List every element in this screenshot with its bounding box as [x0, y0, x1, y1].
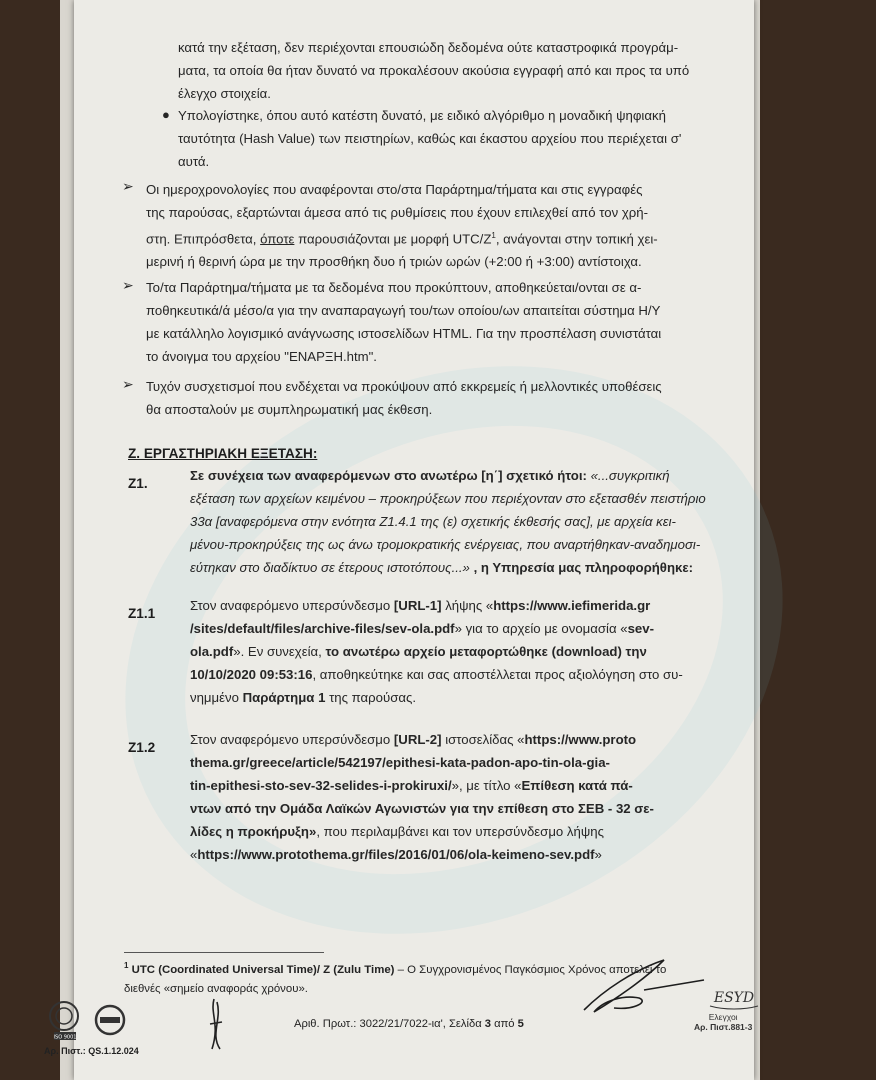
z1-line1-bold: Σε συνέχεια των αναφερόμενων στο ανωτέρω [η΄] σχετικό ήτοι:	[190, 468, 587, 483]
z1-line5-bold: , η Υπηρεσία μας πληροφορήθηκε:	[469, 560, 693, 575]
footnote-number: 1	[124, 961, 129, 970]
dates-line3-pre: στη. Επιπρόσθετα,	[146, 231, 261, 247]
download-link[interactable]: https://www.protothema.gr/files/2016/01/06/ola-keimeno-sev.pdf	[197, 847, 595, 862]
iso-label: ISO 9001	[53, 1034, 77, 1041]
z11-line	[190, 686, 710, 709]
protocol-number: Αριθ. Πρωτ.: 3022/21/7022-ια', Σελίδα	[294, 1018, 485, 1030]
hash-bullet-paragraph	[178, 104, 708, 173]
z12-line	[190, 774, 710, 797]
z12-paragraph	[190, 728, 710, 866]
filename: sev-	[627, 621, 654, 636]
appendix-line: Το/τα Παράρτημα/τήματα με τα δεδομένα που προκύπτουν, αποθηκεύεται/ονται σε α-	[146, 280, 642, 295]
article-title: ντων από την Ομάδα Λαϊκών Αγωνιστών για την επίθεση στο ΣΕΒ - 32 σε-	[190, 801, 654, 816]
z1-number: Ζ1.	[128, 476, 148, 491]
z11-bold-text: το ανωτέρω αρχείο μεταφορτώθηκε (download) την	[325, 644, 647, 659]
dates-line: της παρούσας, εξαρτώνται άμεσα από τις ρυθμίσεις που έχουν επιλεχθεί από τον χρή-	[146, 205, 649, 220]
esyd-label	[694, 1012, 752, 1032]
signature-left	[202, 994, 232, 1054]
iso-logo-icon	[50, 1002, 78, 1041]
appendix-ref: Παράρτημα 1	[242, 690, 326, 705]
z12-line	[190, 843, 710, 866]
z11-number: Ζ1.1	[128, 606, 156, 621]
url-2-link[interactable]: thema.gr/greece/article/542197/epithesi-kata-padon-apo-tin-ola-gia-	[190, 755, 610, 770]
z11-text: νημμένο	[190, 690, 243, 705]
tuv-logo-icon	[96, 1006, 124, 1034]
z11-line	[190, 617, 710, 640]
appendix-line: το άνοιγμα του αρχείου "ΕΝΑΡΞΗ.htm".	[146, 349, 377, 364]
appendix-paragraph	[146, 276, 706, 368]
dates-line3-end: , ανάγονται στην τοπική χει-	[495, 231, 658, 247]
certification-logos	[48, 998, 148, 1044]
url-1-ref: [URL-1]	[393, 598, 442, 613]
z11-text: , αποθηκεύτηκε και σας αποστέλλεται προς αξιολόγηση στο συ-	[312, 667, 683, 682]
esyd-sub2: Αρ. Πιστ.881-3	[694, 1022, 753, 1032]
future-line: Τυχόν συσχετισμοί που ενδέχεται να προκύψουν από εκκρεμείς ή μελλοντικές υποθέσεις	[146, 379, 662, 394]
arrow-bullet-icon: ➢	[122, 277, 134, 293]
arrow-bullet-icon: ➢	[122, 178, 134, 194]
z1-line	[190, 464, 710, 487]
section-heading: Ζ. ΕΡΓΑΣΤΗΡΙΑΚΗ ΕΞΕΤΑΣΗ:	[128, 446, 318, 461]
future-line: θα αποσταλούν με συμπληρωματική μας έκθεση.	[146, 402, 433, 417]
footnote-line: διεθνές «σημείο αναφοράς χρόνου».	[124, 982, 308, 995]
z12-text: , που περιλαμβάνει και τον υπερσύνδεσμο λήψης	[316, 824, 604, 839]
z1-line1-italic: «...συγκριτική	[586, 468, 670, 483]
appendix-line: με κατάλληλο λογισμικό ανάγνωσης ιστοσελίδων HTML. Για την προσπέλαση συνιστάται	[146, 326, 662, 341]
dates-line3-post: παρουσιάζονται με μορφή UTC/Z	[294, 231, 492, 247]
url-1-link[interactable]: /sites/default/files/archive-files/sev-ola.pdf	[190, 621, 455, 636]
z1-line: εξέταση των αρχείων κειμένου – προκηρύξεων που περιέχονταν στο εξετασθέν πειστήριο	[190, 491, 706, 506]
url-2-ref: [URL-2]	[393, 732, 442, 747]
esyd-sub1: Ελεγχοι	[708, 1012, 738, 1022]
z11-text: λήψης «	[441, 598, 494, 613]
document-page	[44, 0, 755, 1080]
z11-line	[190, 594, 710, 617]
footer-text: από	[491, 1018, 518, 1030]
bullet-dot-icon: ●	[162, 107, 170, 122]
esyd-logo-text: ESYD	[713, 990, 755, 1006]
z1-line	[190, 556, 710, 579]
z12-number: Ζ1.2	[128, 740, 156, 755]
intro-line: έλεγχο στοιχεία.	[178, 86, 271, 101]
signature-right	[574, 950, 714, 1020]
z12-line	[190, 820, 710, 843]
hash-line: ταυτότητα (Hash Value) των πειστηρίων, καθώς και έκαστου αρχείου που περιέχεται σ'	[178, 131, 682, 146]
article-title: Επίθεση κατά πά-	[521, 778, 633, 793]
hash-line: αυτά.	[178, 154, 210, 169]
dates-underlined-word: όποτε	[260, 231, 295, 247]
dates-paragraph	[146, 178, 706, 273]
z1-line5-italic: εύτηκαν στο διαδίκτυο σε έτερους ιστοτόπους...»	[190, 560, 470, 575]
z11-line	[190, 640, 710, 663]
dates-line: μερινή ή θερινή ώρα με την προσθήκη δυο ή τριών ωρών (+2:00 ή +3:00) αντίστοιχα.	[146, 254, 642, 270]
article-title: λίδες η προκήρυξη»	[190, 824, 317, 839]
z1-paragraph	[190, 464, 710, 579]
intro-line: κατά την εξέταση, δεν περιέχονται επουσιώδη δεδομένα ούτε καταστροφικά προγράμ-	[178, 40, 679, 55]
z12-line	[190, 728, 710, 751]
z1-line: μένου-προκηρύξεις της ως άνω τρομοκρατικής ενέργειας, που αναρτήθηκαν-αναδημοσι-	[190, 537, 701, 552]
z12-text: «	[190, 847, 198, 862]
url-2-link[interactable]: tin-epithesi-sto-sev-32-selides-i-prokiruxi/	[190, 778, 452, 793]
page-total: 5	[517, 1018, 524, 1030]
z12-text: Στον αναφερόμενο υπερσύνδεσμο	[190, 732, 394, 747]
url-1-link[interactable]: https://www.iefimerida.gr	[493, 598, 651, 613]
intro-line: ματα, τα οποία θα ήταν δυνατό να προκαλέσουν ακούσια εγγραφή από και προς τα υπό	[178, 63, 690, 78]
download-timestamp: 10/10/2020 09:53:16	[190, 667, 313, 682]
hash-line: Υπολογίστηκε, όπου αυτό κατέστη δυνατό, με ειδικό αλγόριθμο η μοναδική ψηφιακή	[178, 108, 666, 123]
footnote-term: UTC (Coordinated Universal Time)/ Z (Zulu Time)	[128, 963, 395, 976]
dates-line	[146, 224, 706, 250]
footnote-divider	[124, 952, 324, 953]
z11-line	[190, 663, 710, 686]
page-footer	[294, 1018, 524, 1030]
z11-text: της παρούσας.	[325, 690, 417, 705]
z1-line: 33α [αναφερόμενα στην ενότητα Ζ1.4.1 της (ε) σχετικής έκθεσής σας], με αρχεία κει-	[190, 514, 676, 529]
z11-paragraph	[190, 594, 710, 709]
z12-text: ιστοσελίδας «	[441, 732, 525, 747]
arrow-bullet-icon: ➢	[122, 376, 134, 392]
z12-text: », με τίτλο «	[451, 778, 522, 793]
intro-paragraph	[178, 36, 708, 105]
z12-text: »	[594, 847, 602, 862]
footnote-ref: 1	[491, 231, 496, 240]
footnote-text: – Ο Συγχρονισμένος Παγκόσμιος Χρόνος αποτελεί το	[394, 963, 667, 976]
certification-number: Αρ. Πιστ.: QS.1.12.024	[44, 1046, 139, 1056]
page-number: 3	[484, 1018, 492, 1030]
esyd-logo-icon	[704, 982, 764, 1012]
future-paragraph	[146, 375, 706, 421]
appendix-line: ποθηκευτικά/ά μέσο/α για την αναπαραγωγή του/των οποίου/ων απαιτείται σύστημα Η/Υ	[146, 303, 661, 318]
z11-text: ». Εν συνεχεία,	[233, 644, 326, 659]
z11-text: » για το αρχείο με ονομασία «	[454, 621, 628, 636]
dates-line: Οι ημεροχρονολογίες που αναφέρονται στο/στα Παράρτημα/τήματα και στις εγγραφές	[146, 182, 643, 197]
z11-text: Στον αναφερόμενο υπερσύνδεσμο	[190, 598, 394, 613]
filename: ola.pdf	[190, 644, 234, 659]
url-2-link[interactable]: https://www.proto	[524, 732, 637, 747]
